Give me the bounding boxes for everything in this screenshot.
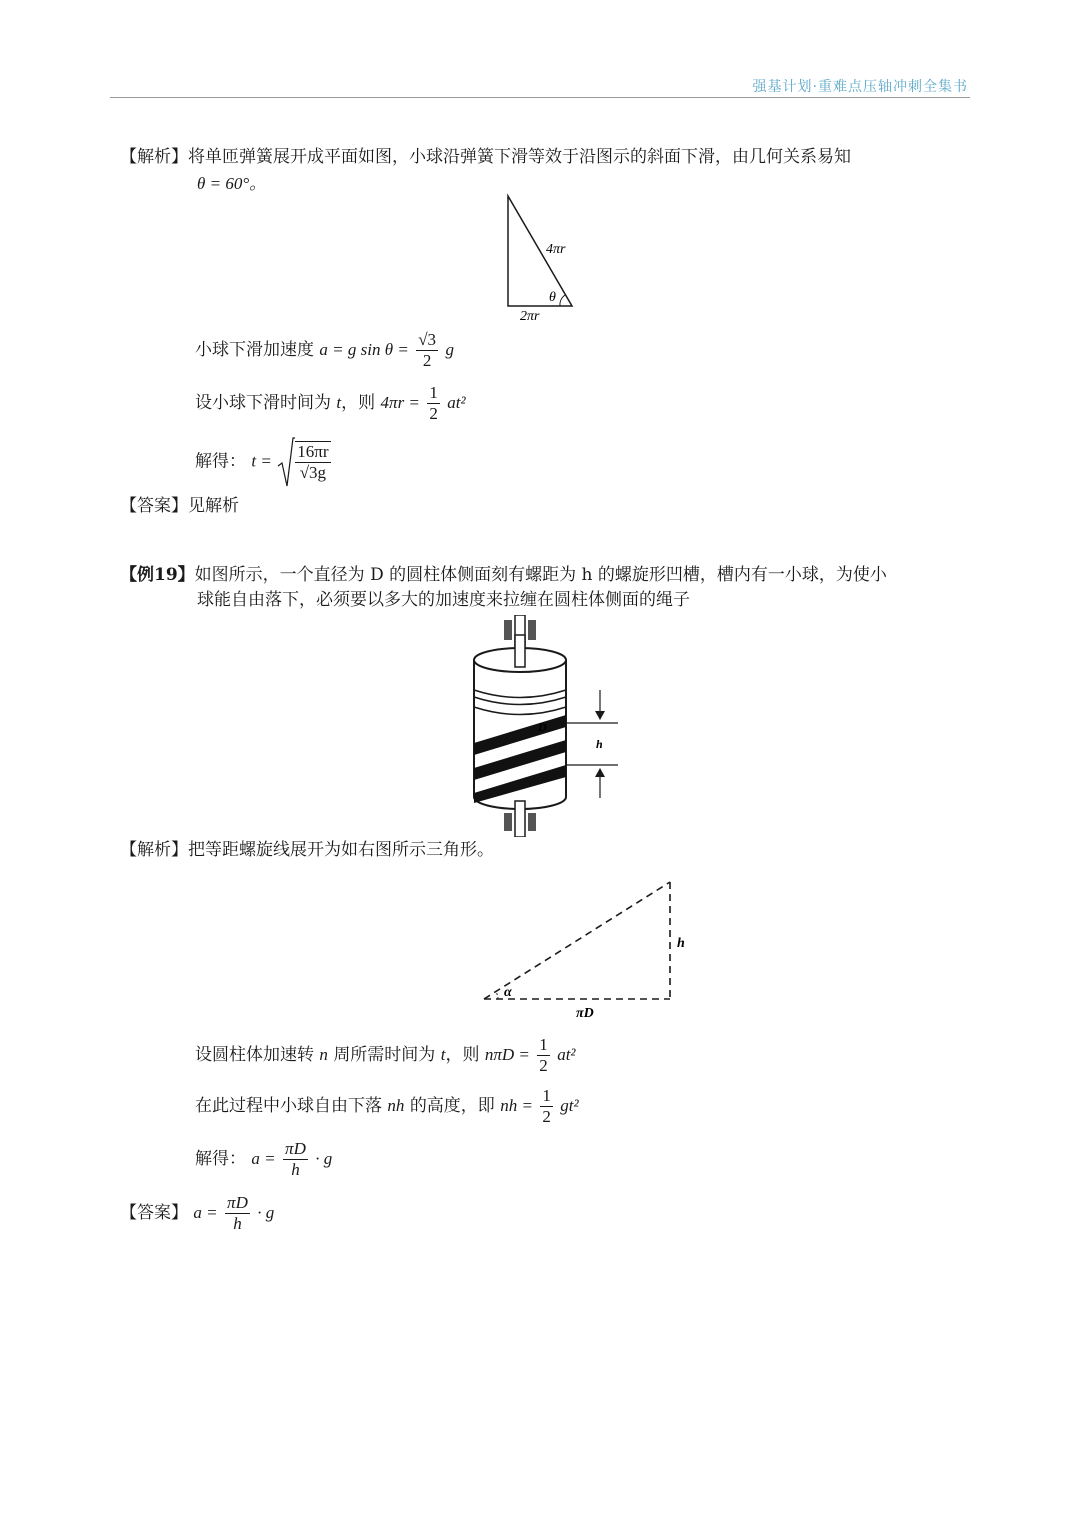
accel-tail: g bbox=[445, 340, 454, 359]
example-text-1: 如图所示，一个直径为 D 的圆柱体侧面刻有螺距为 h 的螺旋形凹槽，槽内有一小球，为使小 bbox=[194, 565, 887, 585]
base-label: 2πr bbox=[520, 309, 540, 324]
answer-19-num: πD bbox=[227, 1193, 248, 1212]
incline-triangle-diagram bbox=[490, 188, 600, 328]
time-tail: at² bbox=[447, 393, 466, 412]
time-text-a: 设小球下滑时间为 bbox=[195, 393, 331, 413]
solve-den: √3g bbox=[299, 463, 327, 482]
answer-19-tail: · g bbox=[257, 1203, 275, 1222]
time-text-b: ，则 bbox=[341, 393, 376, 413]
eq1-left: nπD = bbox=[484, 1045, 530, 1064]
solution-18-text: 将单匝弹簧展开成平面如图，小球沿弹簧下滑等效于沿图示的斜面下滑，由几何关系易知 bbox=[188, 147, 851, 167]
solve-fraction bbox=[295, 441, 330, 483]
eq2-fraction bbox=[540, 1086, 553, 1127]
eq1-fraction bbox=[537, 1035, 550, 1076]
answer-19-line bbox=[120, 1193, 274, 1234]
time-num: 1 bbox=[429, 383, 438, 402]
time-equation-line bbox=[195, 383, 466, 424]
solve-a-num: πD bbox=[285, 1139, 306, 1158]
answer-text: 见解析 bbox=[188, 496, 239, 516]
time-den: 2 bbox=[429, 404, 438, 423]
helix-unrolled-triangle bbox=[470, 872, 700, 1022]
solve-text: 解得： bbox=[195, 451, 246, 472]
rotation-equation-line bbox=[195, 1035, 576, 1076]
accel-fraction bbox=[416, 330, 438, 371]
example-19-line2: 球能自由落下，必须要以多大的加速度来拉缠在圆柱体侧面的绳子 bbox=[197, 590, 690, 610]
accel-text: 小球下滑加速度 bbox=[195, 340, 314, 360]
analysis-tag: 【解析】 bbox=[120, 147, 188, 167]
eq2-var: nh bbox=[387, 1096, 405, 1115]
solve-a-left: a = bbox=[251, 1149, 276, 1168]
solve-a-den: h bbox=[291, 1160, 300, 1179]
sqrt-sign bbox=[277, 436, 295, 488]
height-label: h bbox=[677, 936, 685, 951]
solution-19-line1 bbox=[120, 838, 494, 862]
eq1-text-b: 周所需时间为 bbox=[333, 1045, 436, 1065]
accel-den: 2 bbox=[422, 351, 432, 370]
analysis-tag-19: 【解析】 bbox=[120, 840, 188, 860]
eq1-var2: t bbox=[440, 1045, 446, 1064]
hypotenuse-dashed bbox=[484, 882, 670, 999]
solve-eq-left: t = bbox=[251, 451, 272, 471]
header-rule bbox=[110, 97, 970, 98]
example-19-line1 bbox=[120, 563, 887, 587]
time-fraction bbox=[427, 383, 440, 424]
eq1-text-a: 设圆柱体加速转 bbox=[195, 1045, 314, 1065]
solution-18-line1 bbox=[120, 145, 851, 169]
solution-18-line2: θ = 60°。 bbox=[197, 174, 267, 193]
hypotenuse-label: 4πr bbox=[546, 242, 566, 257]
sqrt-expression bbox=[277, 436, 332, 488]
eq2-text-b: 的高度，即 bbox=[409, 1096, 495, 1116]
alpha-arc bbox=[496, 992, 498, 999]
answer-19-left: a = bbox=[193, 1203, 218, 1222]
solution-19-text: 把等距螺旋线展开为如右图所示三角形。 bbox=[188, 840, 494, 860]
solve-a-line bbox=[195, 1139, 332, 1180]
solve-a-tail: · g bbox=[315, 1149, 333, 1168]
eq2-tail: gt² bbox=[560, 1096, 579, 1115]
accel-num: √3 bbox=[418, 330, 437, 349]
eq1-den: 2 bbox=[539, 1056, 548, 1075]
accel-equation-line bbox=[195, 330, 454, 371]
solve-num: 16πr bbox=[297, 442, 329, 461]
angle-arc bbox=[560, 295, 565, 306]
accel-eq-left: a = g sin θ = bbox=[319, 340, 409, 359]
eq2-den: 2 bbox=[542, 1107, 551, 1126]
axle-bottom bbox=[515, 801, 525, 837]
eq1-num: 1 bbox=[539, 1035, 548, 1054]
eq1-tail: at² bbox=[557, 1045, 576, 1064]
eq1-var: n bbox=[319, 1045, 328, 1064]
answer-tag-19: 【答案】 bbox=[120, 1203, 188, 1223]
answer-tag: 【答案】 bbox=[120, 496, 188, 516]
answer-19-den: h bbox=[233, 1214, 242, 1233]
eq1-text-c: ，则 bbox=[445, 1045, 480, 1065]
eq2-left: nh = bbox=[500, 1096, 533, 1115]
solve-a-fraction bbox=[283, 1139, 308, 1180]
angle-theta-label: θ bbox=[549, 290, 556, 305]
base-pi-d-label: πD bbox=[576, 1006, 594, 1021]
eq2-num: 1 bbox=[542, 1086, 551, 1105]
running-header: 强基计划·重难点压轴冲刺全集书 bbox=[752, 79, 968, 95]
time-eq-left: 4πr = bbox=[380, 393, 420, 412]
time-var: t bbox=[336, 393, 342, 412]
alpha-label: α bbox=[504, 985, 512, 1000]
answer-18-line bbox=[120, 494, 239, 518]
eq2-text-a: 在此过程中小球自由下落 bbox=[195, 1096, 382, 1116]
answer-19-fraction bbox=[225, 1193, 250, 1234]
pitch-label: h bbox=[596, 737, 603, 751]
solve-a-text: 解得： bbox=[195, 1149, 246, 1169]
freefall-equation-line bbox=[195, 1086, 579, 1127]
example-tag: 【例19】 bbox=[120, 565, 195, 585]
cylinder-figure bbox=[460, 615, 640, 837]
solve-t-line bbox=[195, 436, 333, 488]
diameter-label: D bbox=[538, 720, 547, 734]
